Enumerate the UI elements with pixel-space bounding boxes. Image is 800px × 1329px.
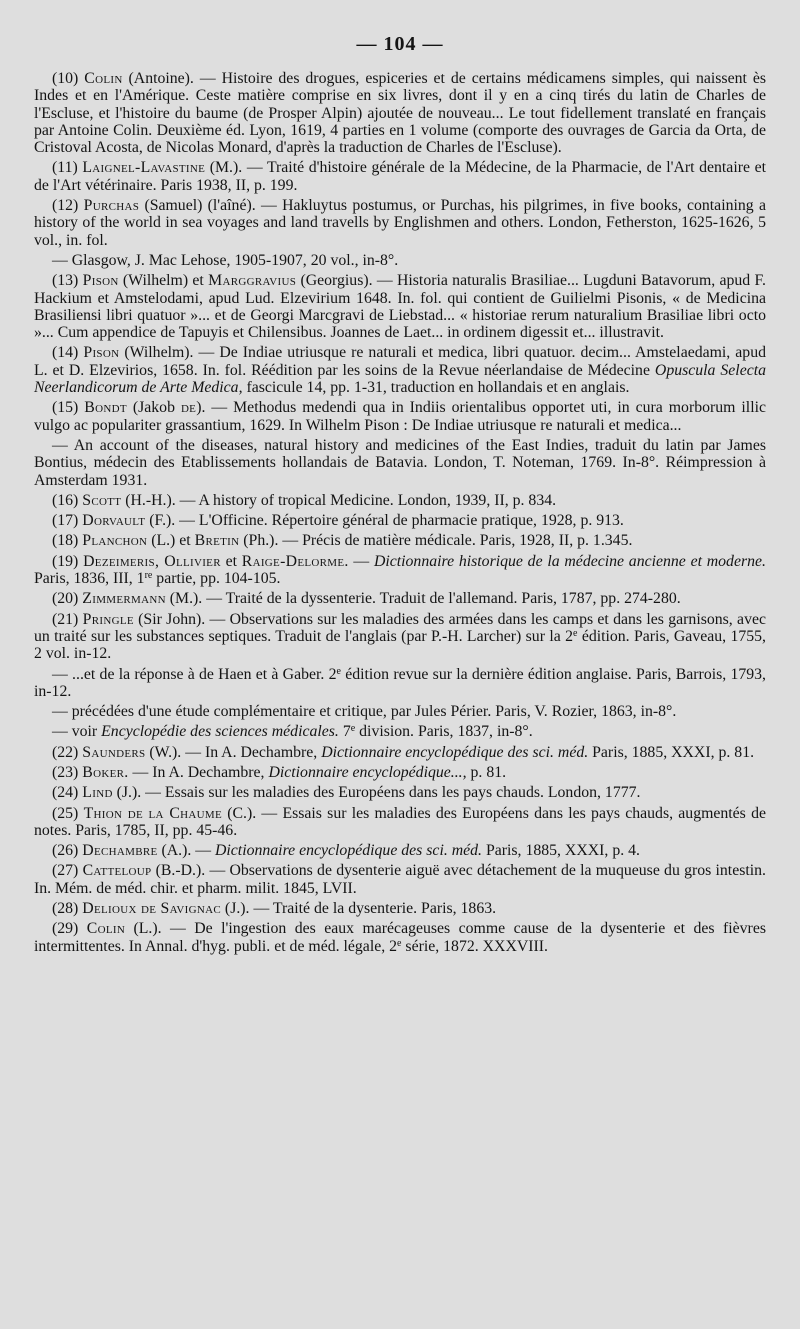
entry-text: — — [348, 552, 374, 570]
entry-text: (Georgius). — Historia naturalis Brasiliae... Lugduni Batavorum, apud F. Hackium et Amstelodami, apud Lud. Elzevirium 1648. In. fol. qui contient de Guilielmi Pisonis, « de Medicina Brasiliensi libri quatuor »... et de Georgi Marcgravi de Liebstad... « historiae rerum naturalium Brasiliae libri octo »... Cum appendice de Tapuyis et Chilensibus. Joannes de Laet... in ordinem digessit et... illustravit. — [34, 272, 766, 342]
bibliography-entry — [34, 512, 766, 529]
entry-text: — ...et de la réponse à de Haen et à Gaber. 2 — [52, 665, 337, 683]
author-name: Marggravius — [208, 272, 297, 290]
superscript-text: e — [350, 723, 356, 735]
author-name: Planchon — [82, 532, 148, 550]
bibliography-entry — [34, 611, 766, 663]
bibliography-entry — [34, 842, 766, 859]
superscript-text: e — [573, 627, 578, 639]
bibliography-entry — [34, 744, 766, 761]
entry-text: édition revue sur la dernière édition anglaise. Paris, Barrois, 1793, in-12. — [34, 665, 767, 700]
author-name: Purchas — [83, 197, 140, 215]
entry-text: (29) — [52, 920, 87, 938]
bibliography-entry — [34, 553, 766, 588]
entry-text: (27) — [52, 862, 83, 880]
author-name: Scott — [82, 491, 122, 509]
author-name: Lind — [82, 784, 113, 802]
author-name: Colin — [84, 70, 123, 87]
bibliography-list — [34, 70, 766, 955]
entry-text: Paris, 1836, III, 1 — [34, 570, 145, 588]
bibliography-entry — [34, 590, 766, 607]
entry-text: (Jakob — [126, 399, 181, 417]
bibliography-entry — [34, 862, 766, 897]
entry-text: — précédées d'une étude complémentaire et critique, par Jules Périer. Paris, V. Rozier, 1863, in-8°. — [52, 703, 677, 721]
entry-text: (24) — [52, 784, 83, 802]
author-name: Delioux de Savignac — [82, 900, 221, 918]
entry-text: (14) — [52, 344, 84, 362]
author-name: Dorvault — [82, 512, 146, 530]
entry-text: édition. Paris, Gaveau, 1755, 2 vol. in-12. — [34, 627, 766, 663]
bibliography-entry — [34, 70, 766, 156]
entry-text: (J.). — Essais sur les maladies des Européens dans les pays chauds. London, 1777. — [112, 784, 641, 802]
italic-title: Encyclopédie des sciences médicales. — [101, 723, 339, 741]
bibliography-entry — [34, 920, 766, 955]
entry-text: (16) — [52, 491, 83, 509]
author-name: Pison — [82, 272, 119, 290]
entry-text: et — [220, 552, 242, 570]
entry-text: (18) — [52, 532, 83, 550]
author-name: Dechambre — [82, 842, 158, 860]
italic-title: Opuscula Selecta Neerlandicorum de Arte Medica, — [34, 361, 767, 397]
bibliography-entry — [34, 764, 766, 781]
entry-text: (Samuel) (l'aîné). — Hakluytus postumus, or Purchas, his pilgrimes, in five books, containing a history of the world in sea voyages and land travells by Englishmen and others. London, Fetherston, 1625-1626, 5 vol., in. fol. — [34, 197, 766, 249]
entry-text: (17) — [52, 512, 83, 530]
entry-text: (M.). — Traité d'histoire générale de la Médecine, de la Pharmacie, de l'Art dentaire et de l'Art vétérinaire. Paris 1938, II, p. 199. — [34, 159, 766, 194]
entry-text: (L.) et — [147, 532, 195, 550]
entry-text: (19) — [52, 552, 84, 570]
italic-title: Dictionnaire encyclopédique des sci. méd. — [321, 743, 589, 761]
page-number: — 104 — — [356, 33, 444, 55]
italic-title: Dictionnaire encyclopédique..., — [268, 763, 467, 781]
entry-text: partie, pp. 104-105. — [152, 570, 281, 588]
author-name: Laignel-Lavastine — [82, 159, 206, 177]
bibliography-entry — [34, 252, 766, 269]
author-name: Pison — [83, 344, 120, 362]
entry-text: (W.). — In A. Dechambre, — [145, 743, 322, 761]
entry-text: (H.-H.). — A history of tropical Medicine. London, 1939, II, p. 834. — [121, 491, 557, 509]
italic-title: Dictionnaire historique de la médecine ancienne et moderne. — [373, 552, 766, 570]
entry-text: (22) — [52, 743, 83, 761]
entry-text: (28) — [52, 900, 83, 918]
superscript-text: re — [144, 570, 153, 582]
author-name: Zimmermann — [82, 590, 166, 608]
bibliography-entry — [34, 492, 766, 509]
entry-text: (23) — [52, 763, 83, 781]
entry-text: (21) — [52, 610, 83, 628]
bibliography-entry — [34, 723, 766, 740]
entry-text: ). — Methodus medendi qua in Indiis orientalibus opportet uti, in cura morborum illic vulgo ac populariter grassantium, 1629. In Wilhelm Pison : De Indiae utriusque re naturali et medica... — [34, 399, 766, 434]
author-name: Pringle — [82, 610, 134, 628]
entry-text: fascicule 14, pp. 1-31, traduction en hollandais et en anglais. — [242, 379, 630, 397]
italic-title: Dictionnaire encyclopédique des sci. méd. — [215, 842, 482, 860]
bibliography-entry — [34, 703, 766, 720]
entry-text: 7 — [338, 723, 351, 741]
entry-text: (Sir John). — Observations sur les maladies des armées dans les camps et dans les garnisons, avec un traité sur les substances septiques. Traduit de l'anglais (par P.-H. Larcher) sur la 2 — [34, 610, 766, 645]
entry-text: (13) — [52, 272, 83, 290]
bibliography-entry — [34, 805, 766, 840]
entry-text: (12) — [52, 197, 84, 215]
bibliography-entry — [34, 437, 766, 489]
entry-text: (Wilhelm). — De Indiae utriusque re naturali et medica, libri quatuor. decim... Amstelaedami, apud L. et D. Elzevirios, 1658. In. fol. Réédition par les soins de la Revue néerlandaise de Médecine — [34, 344, 766, 379]
entry-text: Paris, 1885, XXXI, p. 4. — [482, 842, 640, 860]
author-name: Boker. — [82, 763, 129, 781]
bibliography-entry — [34, 197, 766, 249]
author-name: Saunders — [82, 743, 146, 761]
entry-text: — In A. Dechambre, — [128, 763, 269, 781]
entry-text: (F.). — L'Officine. Répertoire général de pharmacie pratique, 1928, p. 913. — [145, 512, 624, 530]
entry-text: (L.). — De l'ingestion des eaux marécageuses comme cause de la dysenterie et des fièvres intermittentes. In Annal. d'hyg. publi. et de méd. légale, 2 — [34, 920, 766, 955]
bibliography-entry — [34, 399, 766, 434]
entry-text: — voir — [52, 723, 102, 741]
bibliography-entry — [34, 532, 766, 549]
entry-text: (10) — [52, 70, 85, 87]
entry-text: (J.). — Traité de la dysenterie. Paris, 1863. — [220, 900, 497, 918]
bibliography-entry — [34, 784, 766, 801]
entry-text: Paris, 1885, XXXI, p. 81. — [588, 743, 755, 761]
superscript-text: e — [336, 665, 341, 677]
entry-text: (11) — [52, 159, 83, 177]
author-name: Colin — [86, 920, 126, 938]
bibliography-entry — [34, 666, 766, 701]
entry-text: (Wilhelm) et — [118, 272, 209, 290]
author-name: Thion de la Chaume — [83, 804, 222, 822]
author-name: Bondt — [84, 399, 127, 417]
entry-text: — An account of the diseases, natural history and medicines of the East Indies, traduit du latin par James Bontius, médecin des Etablissements hollandais de Batavia. London, T. Noteman, 1769. In-8°. Réimpression à Amsterdam 1931. — [34, 436, 766, 489]
author-name: Raige-Delorme. — [241, 552, 349, 570]
entry-text: série, 1872. XXXVIII. — [401, 937, 549, 955]
entry-text: (M.). — Traité de la dyssenterie. Traduit de l'allemand. Paris, 1787, pp. 274-280. — [165, 590, 681, 608]
author-name: Dezeimeris, Ollivier — [83, 552, 221, 570]
entry-text: division. Paris, 1837, in-8°. — [355, 723, 533, 741]
entry-text: (26) — [52, 842, 83, 860]
bibliography-entry — [34, 272, 766, 341]
author-name: Catteloup — [82, 862, 152, 880]
entry-text: (20) — [52, 590, 83, 608]
superscript-text: e — [397, 937, 402, 949]
bibliography-entry — [34, 344, 766, 396]
bibliography-entry — [34, 159, 766, 194]
entry-text: p. 81. — [466, 763, 507, 781]
entry-text: (C.). — Essais sur les maladies des Européens dans les pays chauds, augmentés de notes. Paris, 1785, II, pp. 45-46. — [34, 804, 766, 839]
author-name: Bretin — [194, 532, 240, 550]
author-name: de — [180, 399, 197, 417]
entry-text: (Ph.). — Précis de matière médicale. Paris, 1928, II, p. 1.345. — [239, 532, 633, 550]
entry-text: (A.). — — [157, 842, 215, 860]
entry-text: (15) — [52, 399, 85, 417]
bibliography-entry — [34, 900, 766, 917]
entry-text: (B.-D.). — Observations de dysenterie aiguë avec détachement de la muqueuse du gros intestin. In. Mém. de méd. chir. et pharm. milit. 1845, LVII. — [34, 862, 766, 897]
entry-text: (25) — [52, 804, 84, 822]
entry-text: — Glasgow, J. Mac Lehose, 1905-1907, 20 vol., in-8°. — [52, 251, 399, 269]
entry-text: (Antoine). — Histoire des drogues, espiceries et de certains médicamens simples, qui naissent ès Indes et en l'Amérique. Ceste matière comprise en six livres, dont il y en a cinq tirés du latin de Charles de l'Escluse, et l'histoire du baume (de Prosper Alpin) ajoutée de nouveau... Le tout fidellement translaté en français par Antoine Colin. Deuxième éd. Lyon, 1619, 4 parties en 1 volume (comporte des ouvrages de Garcia da Orta, de Cristoval Acosta, de Nicolas Monard, d'après la traduction de Charles de l'Escluse). — [34, 70, 766, 157]
